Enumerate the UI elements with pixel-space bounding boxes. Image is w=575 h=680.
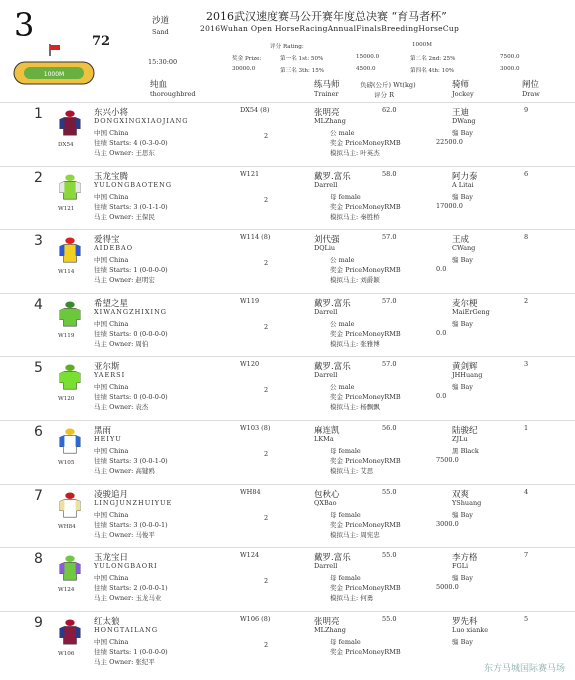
col-trainer-cn: 练马师 xyxy=(314,80,340,90)
sim-owner: 模拟马主: 何勇 xyxy=(330,594,374,602)
trainer-name-en: Darrell xyxy=(314,308,338,316)
page-subtitle: 2016Wuhan Open HorseRacingAnnualFinalsBreedingHorseCup xyxy=(200,24,460,33)
second-label: 第二名 2nd: 25% xyxy=(410,56,456,62)
horse-owner: 马主 Owner: 马俊平 xyxy=(94,531,155,539)
horse-weight: 62.0 xyxy=(382,106,397,114)
draw-number: 7 xyxy=(524,551,529,559)
row-divider xyxy=(0,611,575,612)
horse-row xyxy=(0,486,575,548)
trainer-name-cn: 戴罗.富乐 xyxy=(314,362,351,372)
page-title: 2016武汉速度赛马公开赛年度总决赛 “育马者杯” xyxy=(206,10,447,23)
silk-code: W124 xyxy=(58,587,75,593)
horse-origin: 中国 China xyxy=(94,383,129,391)
horse-owner: 马主 Owner: 袁杰 xyxy=(94,403,149,411)
prize-money-label: 奖金 PriceMoneyRMB xyxy=(330,648,401,656)
horse-rating: W114 (8) xyxy=(240,233,271,241)
prize-money-label: 奖金 PriceMoneyRMB xyxy=(330,139,401,147)
sim-owner: 模拟马主: 杨飘飘 xyxy=(330,403,380,411)
horse-name-cn: 希望之星 xyxy=(94,299,129,309)
trainer-name-cn: 包秋心 xyxy=(314,490,340,500)
horse-weight: 55.0 xyxy=(382,488,397,496)
prize-label: 奖金 Prize: xyxy=(232,56,262,62)
horse-name-en: YULONGBAORI xyxy=(94,562,158,570)
draw-number: 6 xyxy=(524,170,529,178)
horse-record: 往绩 Starts: 4 (0-3-0-0) xyxy=(94,139,168,147)
horse-name-en: YAERSI xyxy=(94,371,126,379)
silk-code: W105 xyxy=(58,460,75,466)
horse-sex: 公 male xyxy=(330,256,355,264)
flag-icon xyxy=(48,44,70,56)
rating-label: 评分 Rating: xyxy=(270,44,304,50)
horse-name-en: YULONGBAOTENG xyxy=(94,181,173,189)
trainer-name-en: QXBao xyxy=(314,499,337,507)
horse-owner: 马主 Owner: 玉龙马业 xyxy=(94,594,162,602)
prize-money: 5000.0 xyxy=(436,583,459,591)
horse-name-cn: 东兴小将 xyxy=(94,108,129,118)
horse-owner: 马主 Owner: 王保民 xyxy=(94,213,155,221)
jockey-silk-icon xyxy=(56,364,84,392)
horse-rating: W103 (8) xyxy=(240,424,271,432)
trainer-name-cn: 张明亮 xyxy=(314,108,340,118)
first-label: 第一名 1st: 50% xyxy=(280,56,324,62)
horse-owner: 马主 Owner: 赵明宏 xyxy=(94,276,155,284)
jockey-name-en: YShuang xyxy=(452,499,482,507)
horse-name-en: DONGXINGXIAOJIANG xyxy=(94,117,189,125)
horse-name-cn: 爱得宝 xyxy=(94,235,120,245)
jockey-name-cn: 李方格 xyxy=(452,553,478,563)
breed-en: thoroughbred xyxy=(150,90,196,98)
horse-color: 骝 Bay xyxy=(452,383,473,391)
horse-weight: 56.0 xyxy=(382,424,397,432)
prize-money: 22500.0 xyxy=(436,138,463,146)
horse-sex: 公 male xyxy=(330,129,355,137)
horse-sex: 母 female xyxy=(330,574,361,582)
horse-number: 9 xyxy=(34,615,43,631)
horse-owner: 马主 Owner: 王思东 xyxy=(94,149,155,157)
jockey-name-en: Luo xianke xyxy=(452,626,489,634)
horse-color: 骝 Bay xyxy=(452,511,473,519)
horse-color: 骝 Bay xyxy=(452,129,473,137)
horse-name-en: LINGJUNZHUIYUE xyxy=(94,499,173,507)
horse-weight: 57.0 xyxy=(382,233,397,241)
jockey-name-cn: 阿力泰 xyxy=(452,172,478,182)
row-divider xyxy=(0,420,575,421)
sim-owner: 模拟马主: 刘爵颖 xyxy=(330,276,380,284)
trainer-name-en: LKMa xyxy=(314,435,334,443)
jockey-silk-icon xyxy=(56,555,84,583)
horse-weight: 57.0 xyxy=(382,297,397,305)
horse-weight: 55.0 xyxy=(382,615,397,623)
third-value: 4500.0 xyxy=(356,66,376,72)
horse-name-en: HEIYU xyxy=(94,435,122,443)
jockey-name-en: DWang xyxy=(452,117,476,125)
row-divider xyxy=(0,547,575,548)
horse-row xyxy=(0,358,575,420)
row-divider xyxy=(0,356,575,357)
col-jockey-cn: 骑师 xyxy=(452,80,470,90)
third-label: 第三名 3th: 15% xyxy=(280,68,325,74)
horse-record: 往绩 Starts: 3 (0-0-0-1) xyxy=(94,521,168,529)
sim-owner: 模拟马主: 张雅博 xyxy=(330,340,380,348)
rating-value: 1000M xyxy=(412,42,432,48)
track-oval-icon xyxy=(12,60,96,86)
trainer-name-cn: 麻连凯 xyxy=(314,426,340,436)
trainer-name-en: Darrell xyxy=(314,371,338,379)
jockey-name-cn: 王成 xyxy=(452,235,470,245)
draw-number: 1 xyxy=(524,424,529,432)
trainer-name-en: Darrell xyxy=(314,181,338,189)
horse-origin: 中国 China xyxy=(94,638,129,646)
silk-code: W106 xyxy=(58,651,75,657)
trainer-name-en: DQLiu xyxy=(314,244,336,252)
jockey-name-cn: 麦尔梗 xyxy=(452,299,478,309)
horse-owner: 马主 Owner: 周伯 xyxy=(94,340,149,348)
horse-color: 黑 Black xyxy=(452,447,479,455)
horse-origin: 中国 China xyxy=(94,511,129,519)
horse-number: 2 xyxy=(34,170,43,186)
jockey-silk-icon xyxy=(56,428,84,456)
horse-number: 1 xyxy=(34,106,43,122)
horse-age: 2 xyxy=(264,386,269,394)
horse-age: 2 xyxy=(264,196,269,204)
prize-money-label: 奖金 PriceMoneyRMB xyxy=(330,266,401,274)
silk-code: W120 xyxy=(58,396,75,402)
prize-money: 0.0 xyxy=(436,329,447,337)
col-trainer-en: Trainer xyxy=(314,90,339,98)
horse-owner: 马主 Owner: 高键鸥 xyxy=(94,467,155,475)
horse-record: 往绩 Starts: 1 (0-0-0-0) xyxy=(94,266,168,274)
horse-record: 往绩 Starts: 1 (0-0-0-0) xyxy=(94,648,168,656)
horse-color: 骝 Bay xyxy=(452,574,473,582)
horse-rating: W124 xyxy=(240,551,260,559)
silk-code: W114 xyxy=(58,269,75,275)
horse-number: 5 xyxy=(34,360,43,376)
horse-name-cn: 玉龙宝腾 xyxy=(94,172,129,182)
sim-owner: 模拟马主: 艾思 xyxy=(330,467,374,475)
race-distance: 72 xyxy=(92,34,111,49)
breed-cn: 纯血 xyxy=(150,80,168,90)
watermark-text: 东方马城国际赛马场 xyxy=(483,664,565,674)
jockey-name-cn: 陆骏纪 xyxy=(452,426,478,436)
draw-number: 3 xyxy=(524,360,529,368)
horse-origin: 中国 China xyxy=(94,129,129,137)
row-divider xyxy=(0,166,575,167)
prize-value: 30000.0 xyxy=(232,66,256,72)
horse-weight: 57.0 xyxy=(382,360,397,368)
draw-number: 2 xyxy=(524,297,529,305)
prize-money: 3000.0 xyxy=(436,520,459,528)
row-divider xyxy=(0,484,575,485)
silk-code: W119 xyxy=(58,333,75,339)
horse-color: 骝 Bay xyxy=(452,638,473,646)
col-draw-cn: 闸位 xyxy=(522,80,540,90)
fourth-label: 第四名 4th: 10% xyxy=(410,68,455,74)
horse-record: 往绩 Starts: 3 (0-1-1-0) xyxy=(94,203,168,211)
horse-color: 骝 Bay xyxy=(452,193,473,201)
horse-row xyxy=(0,295,575,357)
prize-money-label: 奖金 PriceMoneyRMB xyxy=(330,521,401,529)
horse-sex: 母 female xyxy=(330,511,361,519)
horse-row xyxy=(0,104,575,166)
horse-age: 2 xyxy=(264,323,269,331)
horse-age: 2 xyxy=(264,514,269,522)
draw-number: 8 xyxy=(524,233,529,241)
row-divider xyxy=(0,102,575,103)
jockey-silk-icon xyxy=(56,301,84,329)
jockey-name-en: CWang xyxy=(452,244,476,252)
trainer-name-cn: 戴罗.富乐 xyxy=(314,299,351,309)
silk-code: W121 xyxy=(58,206,75,212)
second-value: 7500.0 xyxy=(500,54,520,60)
jockey-silk-icon xyxy=(56,237,84,265)
prize-money-label: 奖金 PriceMoneyRMB xyxy=(330,393,401,401)
jockey-name-cn: 双爽 xyxy=(452,490,470,500)
horse-record: 往绩 Starts: 0 (0-0-0-0) xyxy=(94,330,168,338)
horse-number: 8 xyxy=(34,551,43,567)
horse-sex: 母 female xyxy=(330,447,361,455)
prize-money-label: 奖金 PriceMoneyRMB xyxy=(330,457,401,465)
prize-money: 0.0 xyxy=(436,392,447,400)
horse-rating: W121 xyxy=(240,170,260,178)
trainer-name-cn: 戴罗.富乐 xyxy=(314,553,351,563)
track-label: 1000M xyxy=(43,71,65,78)
horse-row xyxy=(0,422,575,484)
race-number: 3 xyxy=(14,6,35,44)
jockey-silk-icon xyxy=(56,110,84,138)
horse-row xyxy=(0,231,575,293)
horse-age: 2 xyxy=(264,132,269,140)
col-jockey-en: Jockey xyxy=(452,90,474,98)
horse-age: 2 xyxy=(264,641,269,649)
horse-sex: 母 female xyxy=(330,638,361,646)
horse-owner: 马主 Owner: 张纪平 xyxy=(94,658,155,666)
horse-name-cn: 红太狼 xyxy=(94,617,120,627)
horse-number: 3 xyxy=(34,233,43,249)
trainer-name-cn: 戴罗.富乐 xyxy=(314,172,351,182)
horse-origin: 中国 China xyxy=(94,447,129,455)
col-weight: 负磅(公斤) Wt(kg) xyxy=(360,81,416,89)
horse-rating: DX54 (8) xyxy=(240,106,270,114)
jockey-name-cn: 王迪 xyxy=(452,108,470,118)
horse-sex: 母 female xyxy=(330,193,361,201)
horse-row xyxy=(0,168,575,230)
horse-number: 6 xyxy=(34,424,43,440)
horse-rating: W106 (8) xyxy=(240,615,271,623)
horse-rating: WH84 xyxy=(240,488,261,496)
horse-name-en: XIWANGZHIXING xyxy=(94,308,167,316)
prize-money: 7500.0 xyxy=(436,456,459,464)
horse-name-cn: 亚尔斯 xyxy=(94,362,120,372)
trainer-name-cn: 刘代强 xyxy=(314,235,340,245)
horse-number: 7 xyxy=(34,488,43,504)
silk-code: DX54 xyxy=(58,142,74,148)
jockey-silk-icon xyxy=(56,492,84,520)
prize-money-label: 奖金 PriceMoneyRMB xyxy=(330,584,401,592)
horse-origin: 中国 China xyxy=(94,320,129,328)
sim-owner: 模拟马主: 周宪忠 xyxy=(330,531,380,539)
surface-en: Sand xyxy=(152,28,169,36)
silk-code: WH84 xyxy=(58,524,76,530)
first-value: 15000.0 xyxy=(356,54,380,60)
prize-money-label: 奖金 PriceMoneyRMB xyxy=(330,203,401,211)
horse-weight: 55.0 xyxy=(382,551,397,559)
jockey-name-en: JHHuang xyxy=(452,371,483,379)
prize-money-label: 奖金 PriceMoneyRMB xyxy=(330,330,401,338)
col-rating: 评分 R xyxy=(374,91,394,99)
prize-money: 0.0 xyxy=(436,265,447,273)
race-time: 15:30:00 xyxy=(148,58,178,66)
horse-age: 2 xyxy=(264,450,269,458)
horse-age: 2 xyxy=(264,259,269,267)
horse-name-en: HONGTAILANG xyxy=(94,626,159,634)
horse-record: 往绩 Starts: 0 (0-0-0-0) xyxy=(94,393,168,401)
horse-record: 往绩 Starts: 3 (0-0-1-0) xyxy=(94,457,168,465)
draw-number: 9 xyxy=(524,106,529,114)
jockey-silk-icon xyxy=(56,619,84,647)
jockey-silk-icon xyxy=(56,174,84,202)
jockey-name-en: ZJLu xyxy=(452,435,468,443)
horse-age: 2 xyxy=(264,577,269,585)
horse-name-cn: 玉龙宝日 xyxy=(94,553,129,563)
horse-sex: 公 male xyxy=(330,320,355,328)
jockey-name-en: MaiErGeng xyxy=(452,308,490,316)
horse-rating: W119 xyxy=(240,297,260,305)
draw-number: 5 xyxy=(524,615,529,623)
sim-owner: 模拟马主: 叶英杰 xyxy=(330,149,380,157)
trainer-name-en: MLZhang xyxy=(314,117,346,125)
horse-origin: 中国 China xyxy=(94,574,129,582)
sim-owner: 模拟马主: 秦胜桥 xyxy=(330,213,380,221)
row-divider xyxy=(0,293,575,294)
trainer-name-en: MLZhang xyxy=(314,626,346,634)
horse-name-en: AIDEBAO xyxy=(94,244,134,252)
horse-name-cn: 凌骏追月 xyxy=(94,490,129,500)
horse-record: 往绩 Starts: 2 (0-0-0-1) xyxy=(94,584,168,592)
horse-origin: 中国 China xyxy=(94,193,129,201)
jockey-name-en: A Litai xyxy=(452,181,474,189)
horse-rating: W120 xyxy=(240,360,260,368)
horse-row xyxy=(0,549,575,611)
horse-color: 骝 Bay xyxy=(452,256,473,264)
fourth-value: 3000.0 xyxy=(500,66,520,72)
surface-cn: 沙道 xyxy=(152,16,170,26)
horse-name-cn: 黑雨 xyxy=(94,426,112,436)
prize-money: 17000.0 xyxy=(436,202,463,210)
horse-number: 4 xyxy=(34,297,43,313)
trainer-name-cn: 张明亮 xyxy=(314,617,340,627)
horse-origin: 中国 China xyxy=(94,256,129,264)
horse-sex: 公 male xyxy=(330,383,355,391)
col-draw-en: Draw xyxy=(522,90,540,98)
jockey-name-en: FGLi xyxy=(452,562,469,570)
jockey-name-cn: 罗先科 xyxy=(452,617,478,627)
draw-number: 4 xyxy=(524,488,529,496)
horse-weight: 58.0 xyxy=(382,170,397,178)
row-divider xyxy=(0,229,575,230)
jockey-name-cn: 黄剑辉 xyxy=(452,362,478,372)
trainer-name-en: Darrell xyxy=(314,562,338,570)
horse-color: 骝 Bay xyxy=(452,320,473,328)
